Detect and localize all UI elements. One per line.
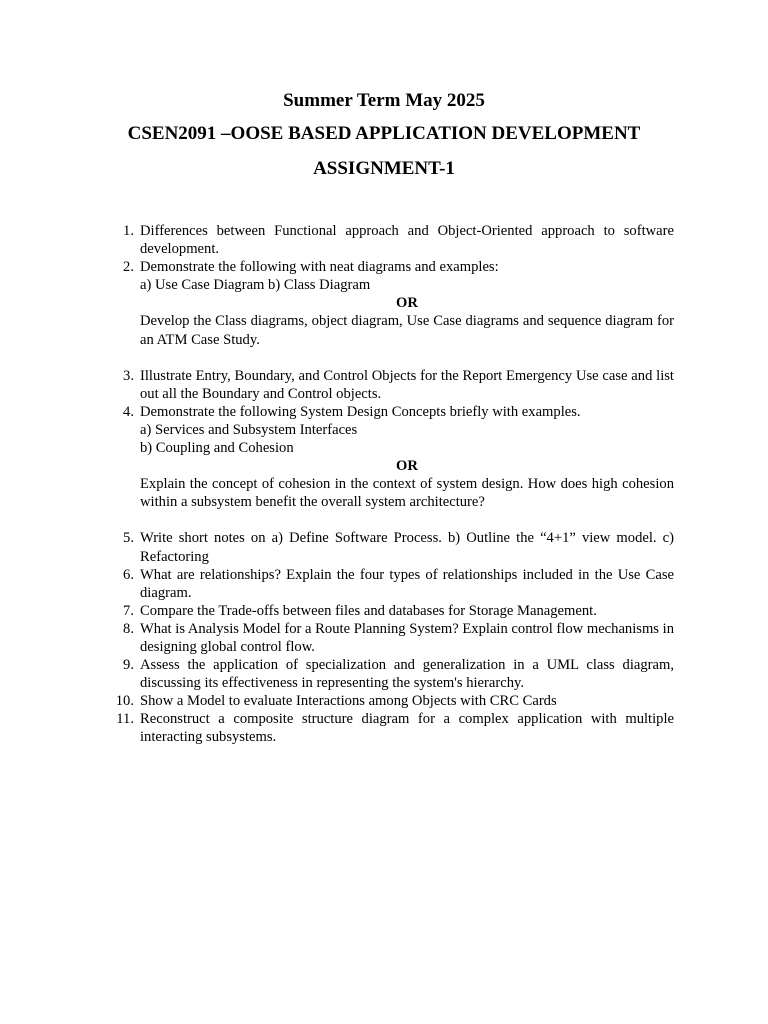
question-list bbox=[110, 222, 674, 747]
question-text: Illustrate Entry, Boundary, and Control Objects for the Report Emergency Use case and list out all the Boundary and Control objects. bbox=[140, 367, 674, 402]
term-heading: Summer Term May 2025 bbox=[283, 90, 485, 111]
question-item bbox=[110, 403, 674, 512]
assignment-heading: ASSIGNMENT-1 bbox=[313, 158, 455, 179]
question-text: Demonstrate the following System Design Concepts briefly with examples. bbox=[140, 403, 581, 420]
question-number: 3. bbox=[123, 367, 134, 384]
spacer bbox=[110, 349, 674, 367]
question-text: Compare the Trade-offs between files and databases for Storage Management. bbox=[140, 602, 597, 619]
question-item bbox=[110, 529, 674, 565]
question-item bbox=[110, 566, 674, 602]
question-item bbox=[110, 710, 674, 746]
course-heading: CSEN2091 –OOSE BASED APPLICATION DEVELOPMENT bbox=[127, 123, 641, 144]
question-number: 4. bbox=[123, 403, 134, 420]
spacer bbox=[110, 511, 674, 529]
question-number: 8. bbox=[123, 620, 134, 637]
question-subpart: a) Services and Subsystem Interfaces bbox=[140, 421, 358, 438]
question-subpart: b) Coupling and Cohesion bbox=[140, 440, 294, 457]
question-number: 6. bbox=[123, 566, 134, 583]
question-item bbox=[110, 620, 674, 656]
or-separator: OR bbox=[396, 458, 418, 475]
question-item bbox=[110, 367, 674, 403]
or-separator: OR bbox=[396, 295, 418, 312]
question-text: Show a Model to evaluate Interactions among Objects with CRC Cards bbox=[140, 693, 557, 710]
question-text: What is Analysis Model for a Route Planning System? Explain control flow mechanisms in designing global control flow. bbox=[140, 620, 674, 655]
question-number: 5. bbox=[123, 530, 134, 547]
question-text: What are relationships? Explain the four types of relationships included in the Use Case diagram. bbox=[140, 566, 674, 601]
question-item bbox=[110, 258, 674, 348]
question-number: 9. bbox=[123, 657, 134, 674]
question-subpart: a) Use Case Diagram b) Class Diagram bbox=[140, 277, 371, 294]
question-text: Write short notes on a) Define Software Process. b) Outline the “4+1” view model. c) Refactoring bbox=[140, 530, 674, 565]
question-number: 10. bbox=[115, 693, 134, 710]
question-item bbox=[110, 602, 674, 620]
question-number: 7. bbox=[123, 602, 134, 619]
question-item bbox=[110, 222, 674, 258]
question-number: 11. bbox=[116, 711, 134, 728]
question-alternative: Develop the Class diagrams, object diagram, Use Case diagrams and sequence diagram for an ATM Case Study. bbox=[140, 313, 674, 348]
question-number: 1. bbox=[123, 223, 134, 239]
question-text: Assess the application of specialization and generalization in a UML class diagram, discussing its effectiveness in representing the system's hierarchy. bbox=[140, 657, 674, 692]
question-text: Demonstrate the following with neat diagrams and examples: bbox=[140, 259, 499, 276]
question-text: Differences between Functional approach and Object-Oriented approach to software development. bbox=[140, 223, 674, 258]
question-text: Reconstruct a composite structure diagram for a complex application with multiple interacting subsystems. bbox=[140, 711, 674, 746]
question-item bbox=[110, 692, 674, 710]
question-item bbox=[110, 656, 674, 692]
question-number: 2. bbox=[123, 259, 134, 276]
question-alternative: Explain the concept of cohesion in the context of system design. How does high cohesion within a subsystem benefit the overall system architecture? bbox=[140, 476, 674, 511]
